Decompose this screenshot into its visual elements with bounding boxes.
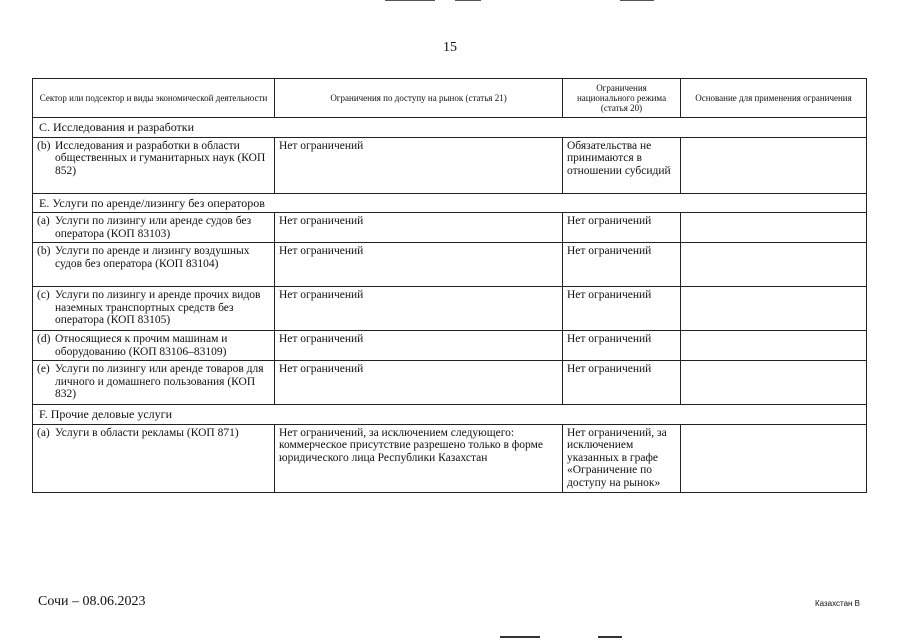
scan-artifact-line <box>598 636 622 638</box>
sector-text: Услуги в области рекламы (КОП 871) <box>55 426 239 439</box>
table-row <box>33 424 867 492</box>
item-label: (a) <box>37 426 50 439</box>
item-label: (a) <box>37 215 50 227</box>
item-label: (e) <box>37 363 50 375</box>
header-sector: Сектор или подсектор и виды экономической деятельности <box>33 79 275 118</box>
scan-artifact-line <box>620 0 654 1</box>
market-cell: Нет ограничений <box>275 213 563 243</box>
section-row <box>33 193 867 213</box>
sector-cell <box>33 137 275 193</box>
national-cell: Нет ограничений <box>563 331 681 361</box>
scan-artifact-line <box>455 0 481 1</box>
sector-cell <box>33 287 275 331</box>
table-row <box>33 287 867 331</box>
footer-place-date: Сочи – 08.06.2023 <box>38 594 146 609</box>
scan-artifact-line <box>385 0 435 1</box>
header-national-treatment: Ограничения национального режима (статья 20) <box>563 79 681 118</box>
sector-text: Услуги по аренде и лизингу воздушных судов без оператора (КОП 83104) <box>55 245 250 270</box>
market-cell: Нет ограничений <box>275 137 563 193</box>
header-basis: Основание для применения ограничения <box>681 79 867 118</box>
section-row <box>33 118 867 138</box>
table-row <box>33 137 867 193</box>
basis-cell <box>681 287 867 331</box>
sector-cell <box>33 243 275 287</box>
footer-country-code: Казахстан B <box>814 599 860 608</box>
item-label: (c) <box>37 289 50 301</box>
table-row <box>33 331 867 361</box>
basis-cell <box>681 331 867 361</box>
table-row <box>33 361 867 405</box>
basis-cell <box>681 137 867 193</box>
market-cell: Нет ограничений <box>275 331 563 361</box>
table-header-row <box>33 79 867 118</box>
page-number: 15 <box>443 40 457 55</box>
item-label: (b) <box>37 245 51 257</box>
national-cell: Нет ограничений, за исключением указанных в графе «Ограничение по доступу на рынок» <box>563 424 681 492</box>
table-row <box>33 213 867 243</box>
sector-cell <box>33 213 275 243</box>
section-row <box>33 405 867 425</box>
national-cell: Нет ограничений <box>563 213 681 243</box>
basis-cell <box>681 213 867 243</box>
sector-cell <box>33 361 275 405</box>
market-cell: Нет ограничений <box>275 287 563 331</box>
national-cell: Нет ограничений <box>563 287 681 331</box>
scan-artifact-line <box>500 636 540 638</box>
section-title: E. Услуги по аренде/лизингу без операторов <box>33 193 867 213</box>
national-cell: Нет ограничений <box>563 361 681 405</box>
market-cell: Нет ограничений <box>275 361 563 405</box>
national-cell: Обязательства не принимаются в отношении субсидий <box>563 137 681 193</box>
section-title: C. Исследования и разработки <box>33 118 867 138</box>
basis-cell <box>681 361 867 405</box>
sector-text: Относящиеся к прочим машинам и оборудованию (КОП 83106–83109) <box>55 333 228 358</box>
sector-text: Услуги по лизингу и аренде прочих видов наземных транспортных средств без оператора (КОП 83105) <box>55 289 261 326</box>
market-cell: Нет ограничений <box>275 243 563 287</box>
section-title: F. Прочие деловые услуги <box>33 405 867 425</box>
national-cell: Нет ограничений <box>563 243 681 287</box>
restrictions-table <box>32 78 867 493</box>
sector-text: Услуги по лизингу или аренде товаров для личного и домашнего пользования (КОП 832) <box>55 363 264 400</box>
basis-cell <box>681 424 867 492</box>
sector-text: Исследования и разработки в области общественных и гуманитарных наук (КОП 852) <box>55 139 266 177</box>
item-label: (d) <box>37 333 51 345</box>
sector-cell <box>33 331 275 361</box>
header-market-access: Ограничения по доступу на рынок (статья 21) <box>275 79 563 118</box>
item-label: (b) <box>37 139 51 152</box>
market-cell: Нет ограничений, за исключением следующего: коммерческое присутствие разрешено только в форме юридического лица Республики Казахстан <box>275 424 563 492</box>
table-row <box>33 243 867 287</box>
basis-cell <box>681 243 867 287</box>
sector-text: Услуги по лизингу или аренде судов без оператора (КОП 83103) <box>55 215 252 240</box>
sector-cell <box>33 424 275 492</box>
